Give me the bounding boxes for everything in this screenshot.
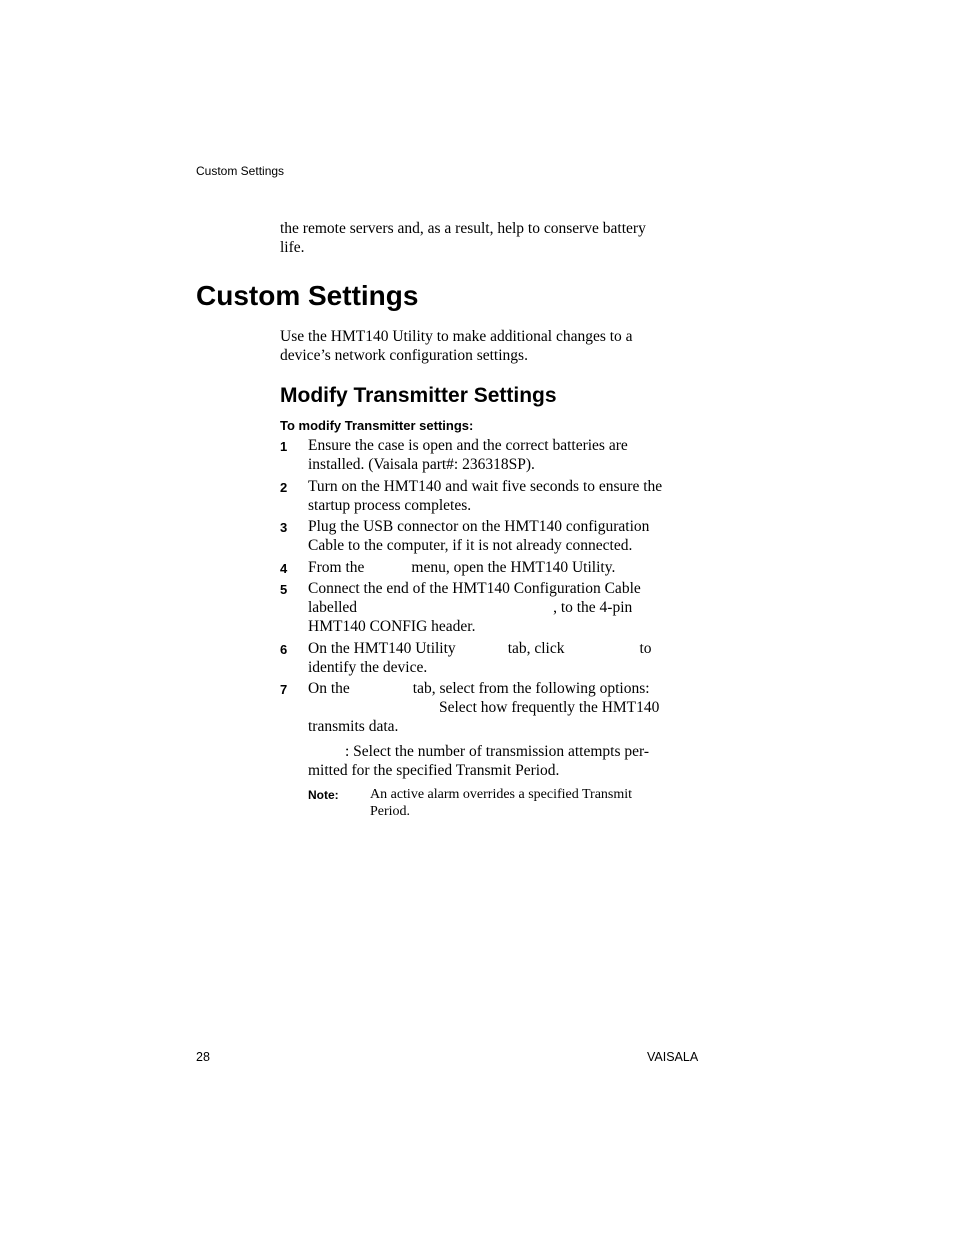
step-line: HMT140 CONFIG header. — [308, 618, 476, 635]
running-header: Custom Settings — [196, 164, 285, 178]
subsection-title: Modify Transmitter Settings — [280, 384, 557, 407]
step-line — [308, 558, 703, 577]
procedure-label: To modify Transmitter settings: — [280, 418, 474, 433]
step-line — [308, 598, 703, 617]
section-intro-paragraph — [280, 327, 700, 365]
step-line: Connect the end of the HMT140 Configuration Cable — [308, 580, 641, 597]
step-fragment: tab, select from the following options: — [412, 680, 650, 697]
page-number: 28 — [196, 1050, 210, 1064]
step-fragment: On the — [308, 680, 350, 697]
step-fragment: tab, click — [507, 640, 565, 657]
step-text — [308, 517, 703, 555]
section-title: Custom Settings — [196, 280, 419, 311]
step-number: 2 — [280, 480, 288, 495]
step-line: installed. (Vaisala part#: 236318SP). — [308, 456, 535, 473]
step-number: 6 — [280, 642, 288, 657]
step-fragment: , to the 4-pin — [553, 599, 633, 616]
step-number: 7 — [280, 682, 288, 697]
step-line: Cable to the computer, if it is not already connected. — [308, 537, 633, 554]
step-text — [308, 477, 703, 515]
step-fragment: labelled — [308, 599, 358, 616]
step-text — [308, 639, 703, 677]
step-line: Ensure the case is open and the correct batteries are — [308, 437, 628, 454]
paragraph-line: mitted for the specified Transmit Period. — [308, 762, 560, 779]
note-line: An active alarm overrides a specified Transmit — [370, 787, 633, 802]
step-fragment: Select how frequently the HMT140 — [439, 699, 660, 716]
intro-continuation-paragraph — [280, 219, 700, 257]
paragraph-line: the remote servers and, as a result, help to conserve battery — [280, 220, 646, 237]
step-line — [308, 639, 703, 658]
step-text — [308, 679, 703, 736]
note-line: Period. — [370, 804, 411, 819]
paragraph-line: device’s network configuration settings. — [280, 347, 528, 364]
step-line: Plug the USB connector on the HMT140 configuration — [308, 518, 650, 535]
paragraph-line: Use the HMT140 Utility to make additional changes to a — [280, 328, 633, 345]
paragraph-line: life. — [280, 239, 305, 256]
footer-brand: VAISALA — [647, 1050, 699, 1064]
step-fragment: to — [639, 640, 652, 657]
step-line: transmits data. — [308, 718, 399, 735]
step-number: 5 — [280, 582, 288, 597]
step-line: startup process completes. — [308, 497, 472, 514]
step-text — [308, 436, 703, 474]
step-number: 4 — [280, 561, 288, 576]
step-fragment: On the HMT140 Utility — [308, 640, 456, 657]
step-number: 3 — [280, 520, 288, 535]
option-attempts-paragraph — [308, 742, 708, 780]
step-fragment: From the — [308, 559, 365, 576]
paragraph-line — [308, 742, 708, 761]
step-line: identify the device. — [308, 659, 428, 676]
step-line — [308, 679, 703, 698]
step-number: 1 — [280, 439, 288, 454]
note-label: Note: — [308, 788, 339, 802]
step-line — [308, 698, 703, 717]
step-fragment: menu, open the HMT140 Utility. — [411, 559, 616, 576]
paragraph-fragment: : Select the number of transmission attempts per- — [345, 743, 650, 760]
step-text — [308, 579, 703, 636]
note-text — [370, 786, 690, 820]
step-line: Turn on the HMT140 and wait five seconds to ensure the — [308, 478, 663, 495]
step-text — [308, 558, 703, 577]
